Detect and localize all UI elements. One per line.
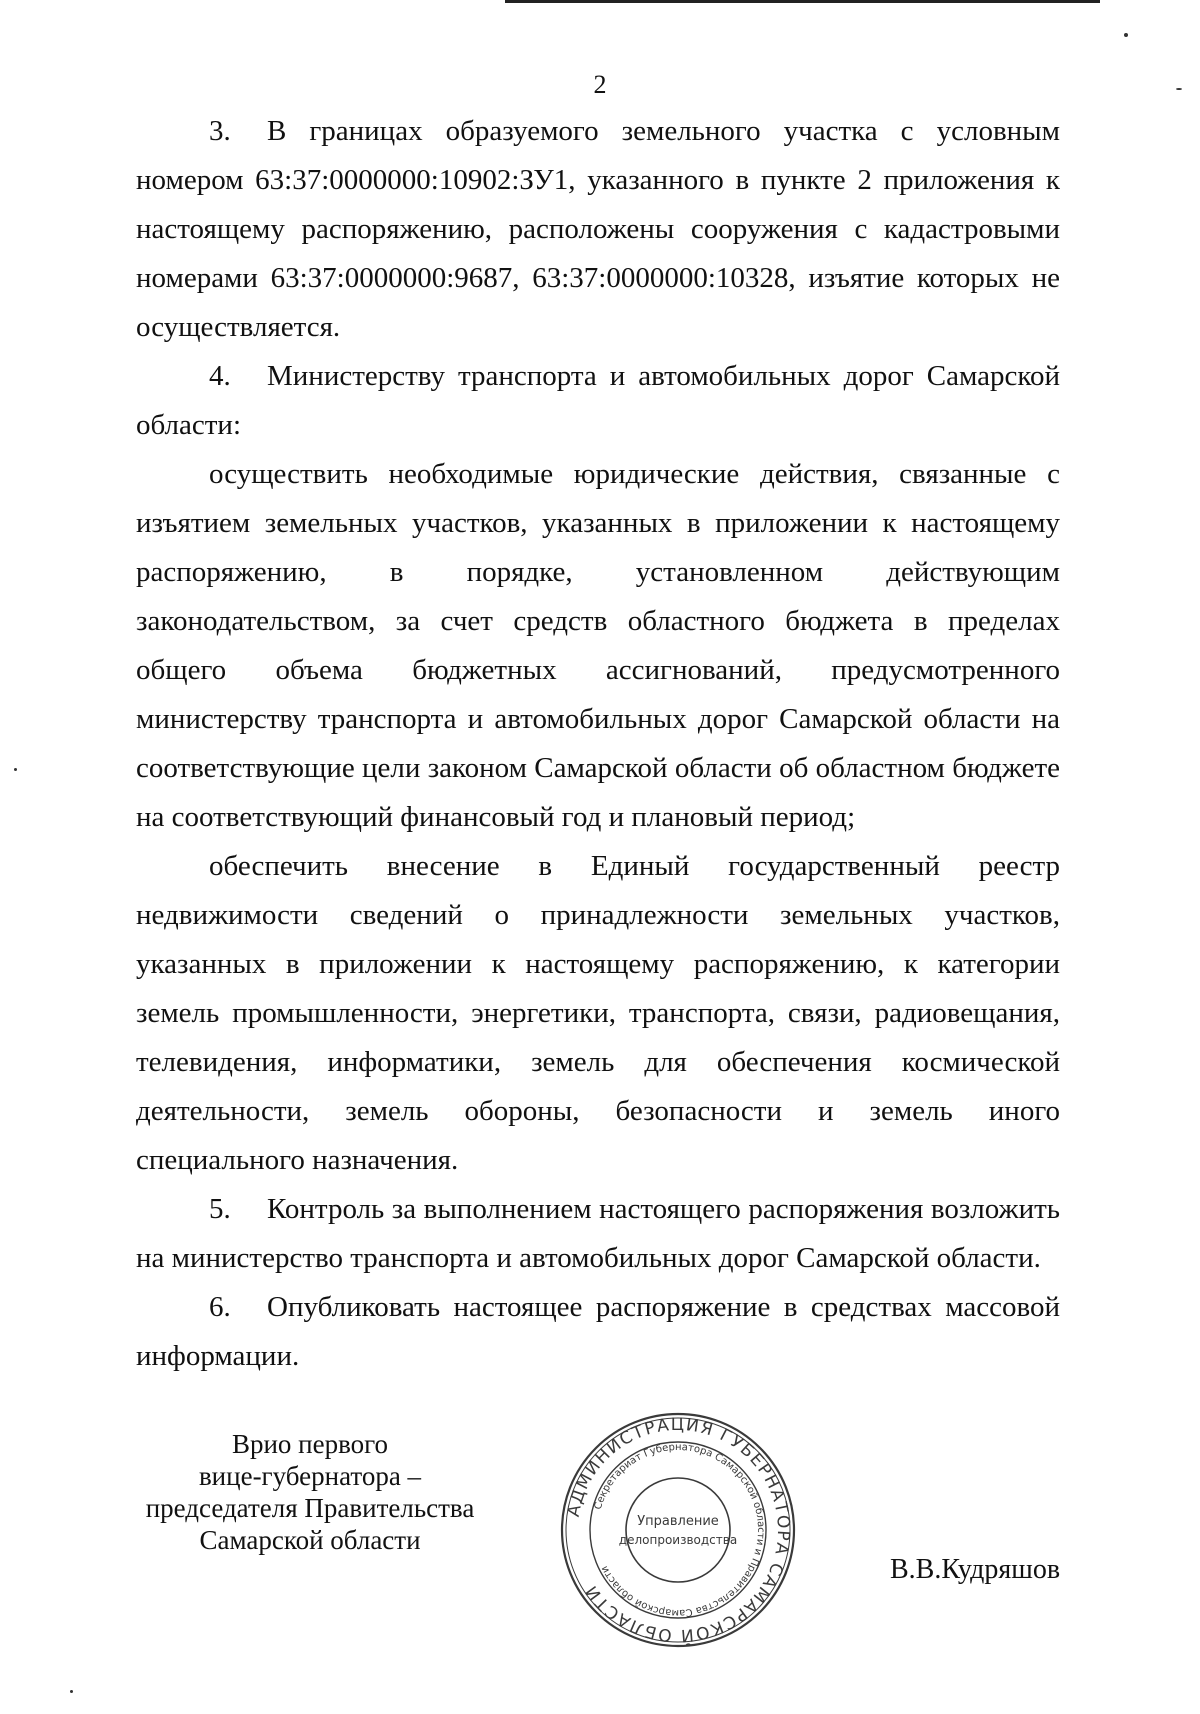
paragraph-number: 4.	[209, 360, 231, 392]
seal-outer-textpath: АДМИНИСТРАЦИЯ ГУБЕРНАТОРА САМАРСКОЙ ОБЛАСТИ	[563, 1414, 794, 1646]
document-body	[136, 107, 1060, 1381]
paragraph-5	[136, 1185, 1060, 1283]
signer-name: В.В.Кудряшов	[890, 1554, 1061, 1585]
signatory-title-line: Врио первого	[231, 1429, 389, 1459]
scan-speck	[14, 768, 17, 771]
signatory-title-line: председателя Правительства	[145, 1493, 475, 1523]
signatory-title-line: Самарской области	[199, 1525, 421, 1555]
paragraph-4-item-1	[136, 450, 1060, 842]
seal-inner-textpath: Секретариат Губернатора Самарской области и Правительства Самарской области	[592, 1441, 767, 1619]
official-seal-stamp	[558, 1410, 798, 1650]
paragraph-number: 5.	[209, 1193, 231, 1225]
paragraph-number: 6.	[209, 1291, 231, 1323]
paragraph-text: В границах образуемого земельного участка с условным номером 63:37:0000000:10902:ЗУ1, указанного в пункте 2 приложения к настоящему распоряжению, расположены сооружения с кадастровыми номерами 63:37:0000000:9687, 63:37:0000000:10328, изъятие которых не осуществляется.	[136, 115, 1060, 343]
signatory-title	[120, 1428, 500, 1556]
top-rule-line	[505, 0, 1100, 3]
seal-center-line1: Управление	[637, 1514, 719, 1529]
paragraph-text: Контроль за выполнением настоящего распоряжения возложить на министерство транспорта и автомобильных дорог Самарской области.	[136, 1193, 1060, 1274]
seal-center-ring	[626, 1478, 730, 1582]
paragraph-text: Министерству транспорта и автомобильных дорог Самарской области:	[136, 360, 1060, 441]
paragraph-number: 3.	[209, 115, 231, 147]
paragraph-3	[136, 107, 1060, 352]
scan-speck	[1124, 33, 1128, 37]
paragraph-4-item-2	[136, 842, 1060, 1185]
paragraph-4	[136, 352, 1060, 450]
paragraph-text: обеспечить внесение в Единый государственный реестр недвижимости сведений о принадлежности земельных участков, указанных в приложении к настоящему распоряжению, к категории земель промышленности, энергетики, транспорта, связи, радиовещания, телевидения, информатики, земель для обеспечения космической деятельности, земель обороны, безопасности и земель иного специального назначения.	[136, 850, 1060, 1176]
signatory-title-line: вице-губернатора –	[198, 1461, 422, 1491]
paragraph-text: осуществить необходимые юридические действия, связанные с изъятием земельных участков, указанных в приложении к настоящему распоряжению, в порядке, установленном действующим законодательством, за счет средств областного бюджета в пределах общего объема бюджетных ассигнований, предусмотренного министерству транспорта и автомобильных дорог Самарской области на соответствующие цели законом Самарской области об областном бюджете на соответствующий финансовый год и плановый период;	[136, 458, 1060, 833]
seal-center-line2: делопроизводства	[618, 1533, 738, 1547]
scan-speck	[70, 1690, 73, 1693]
paragraph-text: Опубликовать настоящее распоряжение в средствах массовой информации.	[136, 1291, 1060, 1372]
seal-inner-text	[593, 1442, 766, 1618]
page-number: 2	[593, 70, 607, 99]
paragraph-6	[136, 1283, 1060, 1381]
